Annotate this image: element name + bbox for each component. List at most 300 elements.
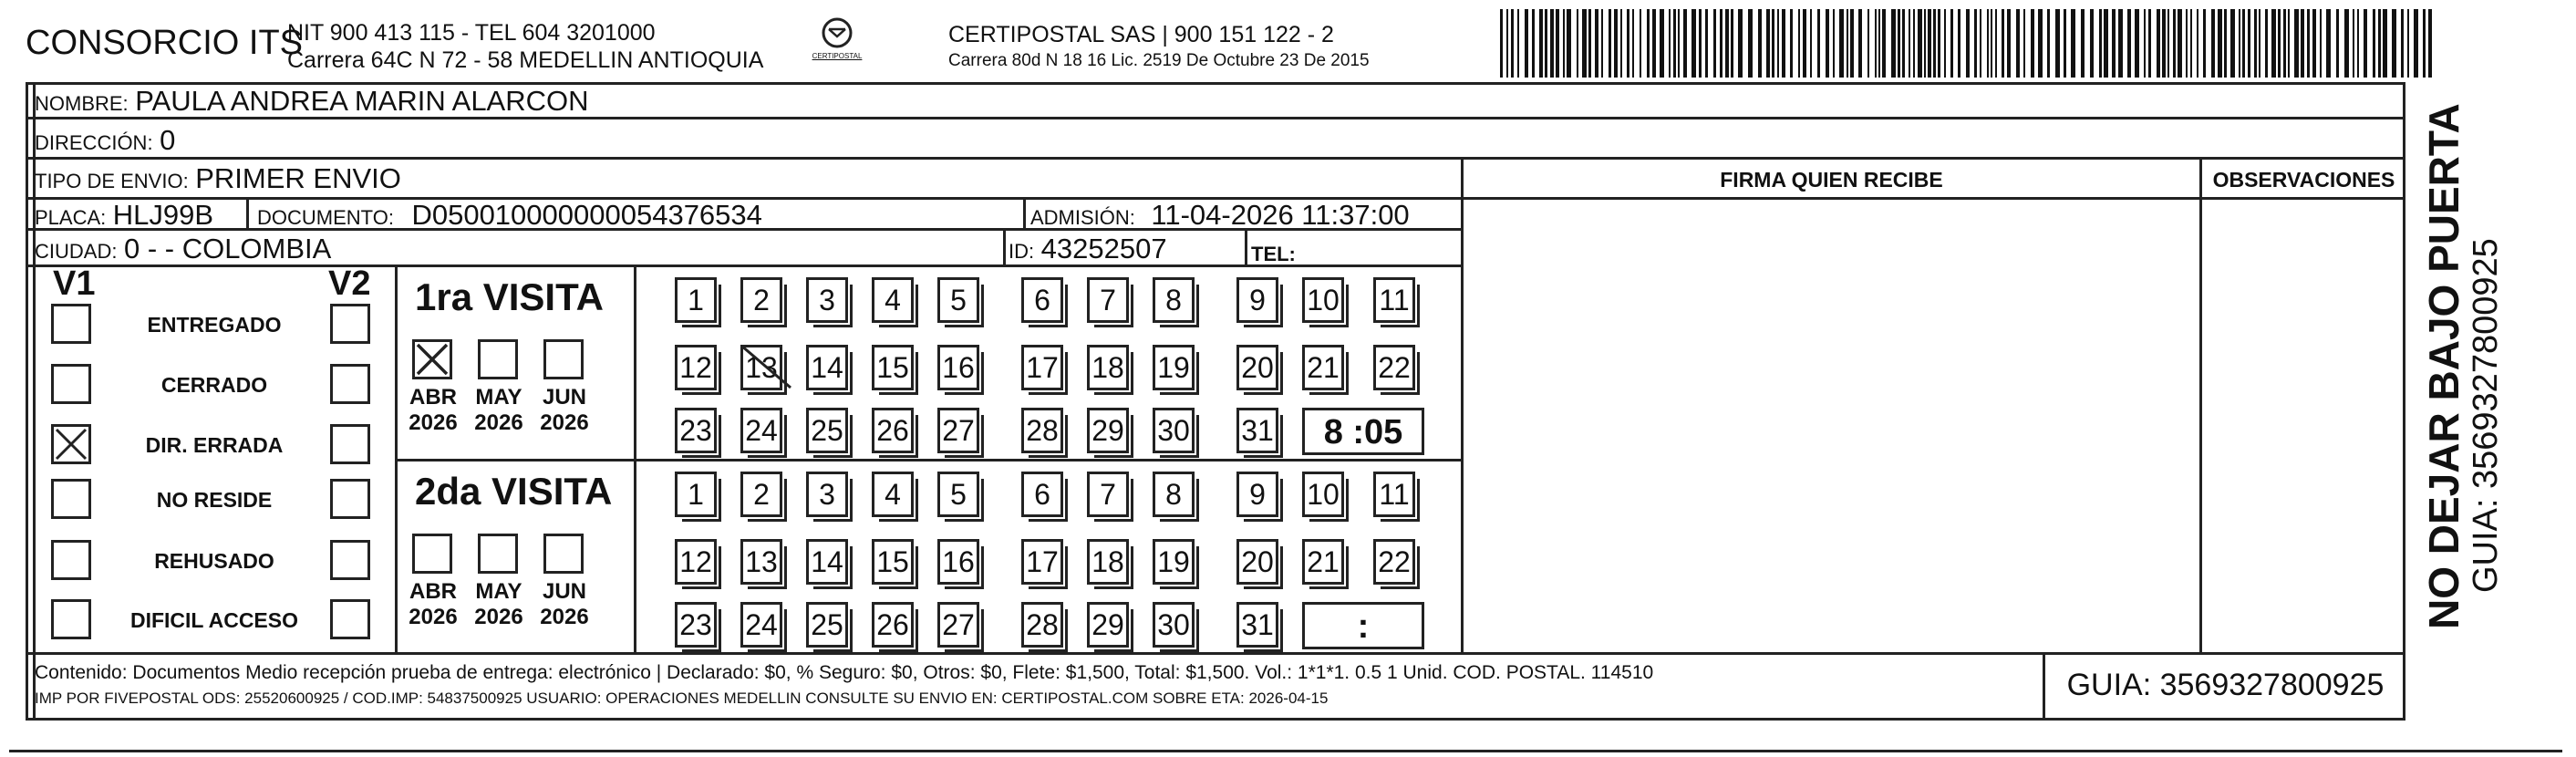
barcode-bar (1532, 9, 1535, 78)
barcode-bar (1748, 9, 1753, 78)
barcode-bar (2186, 9, 2188, 78)
month-name: JUN (542, 385, 586, 410)
day-box[interactable]: 29 (1087, 602, 1129, 648)
barcode-bar (2288, 9, 2290, 78)
direccion-value: 0 (160, 124, 176, 156)
barcode-bar (2162, 9, 2166, 78)
month-year: 2026 (474, 604, 523, 629)
day-box[interactable]: 7 (1087, 472, 1129, 517)
barcode-bar (2031, 9, 2034, 78)
day-box[interactable]: 4 (872, 277, 914, 323)
barcode-bar (2239, 9, 2240, 78)
barcode-bar (2428, 9, 2432, 78)
col-line (1023, 197, 1026, 230)
direccion-label: DIRECCIÓN: (35, 131, 153, 154)
day-box[interactable]: 6 (1021, 277, 1063, 323)
v2-checkbox[interactable] (330, 479, 370, 519)
month-label (401, 385, 465, 435)
barcode-bar (1567, 9, 1571, 78)
barcode-bar (1545, 9, 1547, 78)
barcode-bar (1878, 9, 1880, 78)
barcode-bar (2383, 9, 2387, 78)
day-box[interactable]: 21 (1302, 539, 1344, 585)
tipo-label: TIPO DE ENVIO: (35, 170, 189, 192)
barcode-bar (2224, 9, 2227, 78)
day-box[interactable]: 11 (1373, 472, 1415, 517)
barcode-bar (1991, 9, 1992, 78)
day-box[interactable]: 7 (1087, 277, 1129, 323)
barcode-bar (2307, 9, 2310, 78)
barcode-bar (1627, 9, 1629, 78)
barcode-bar (2118, 9, 2123, 78)
tipo-row (35, 164, 401, 192)
barcode-bar (2278, 9, 2281, 78)
day-box[interactable]: 4 (872, 472, 914, 517)
barcode-bar (1758, 9, 1762, 78)
day-box[interactable]: 15 (872, 539, 914, 585)
barcode-bar (1891, 9, 1896, 78)
barcode-bar (1595, 9, 1598, 78)
barcode-bar (2294, 9, 2299, 78)
barcode-bar (1738, 9, 1743, 78)
day-box[interactable]: 1 (675, 277, 717, 323)
barcode-bar (2312, 9, 2316, 78)
barcode-bar (2357, 9, 2359, 78)
barcode-bar (1817, 9, 1820, 78)
barcode-bar (1550, 9, 1554, 78)
day-box[interactable]: 26 (872, 408, 914, 453)
barcode-bar (1909, 9, 1910, 78)
day-box[interactable]: 28 (1021, 602, 1063, 648)
day-box[interactable]: 20 (1236, 539, 1278, 585)
barcode-bar (1875, 9, 1877, 78)
documento-value: D050010000000054376534 (411, 199, 762, 231)
day-box[interactable]: 28 (1021, 408, 1063, 453)
barcode-bar (2414, 9, 2418, 78)
day-box[interactable]: 3 (806, 472, 848, 517)
v1-checkbox[interactable] (51, 304, 91, 344)
day-box[interactable]: 14 (806, 539, 848, 585)
col-line (1003, 230, 1006, 266)
barcode-bar (1683, 9, 1687, 78)
barcode-bar (2401, 9, 2404, 78)
barcode-bar (2218, 9, 2222, 78)
barcode-bar (1577, 9, 1578, 78)
day-box[interactable]: 23 (675, 408, 717, 453)
day-box[interactable]: 24 (740, 602, 782, 648)
row-line (26, 117, 2405, 119)
col-line (1461, 157, 1464, 654)
barcode-bar (1673, 9, 1676, 78)
barcode-bar (1766, 9, 1770, 78)
month-name: ABR (409, 579, 457, 604)
barcode-bar (1858, 9, 1862, 78)
day-box[interactable]: 12 (675, 345, 717, 390)
day-box[interactable]: 16 (937, 345, 979, 390)
courier-logo-text: CERTIPOSTAL (812, 52, 863, 60)
day-box[interactable]: 29 (1087, 408, 1129, 453)
barcode-bar (1713, 9, 1716, 78)
documento-row (257, 201, 762, 229)
col-line (2199, 157, 2202, 654)
nombre-value: PAULA ANDREA MARIN ALARCON (135, 85, 589, 117)
strike-mark-icon (740, 342, 794, 393)
barcode-bar (1691, 9, 1696, 78)
visit-title: 1ra VISITA (415, 275, 604, 318)
day-box[interactable]: 27 (937, 602, 979, 648)
v1-checkbox[interactable] (51, 599, 91, 639)
barcode-bar (2016, 9, 2020, 78)
barcode-bar (2190, 9, 2192, 78)
month-label (467, 385, 531, 435)
day-box[interactable]: 11 (1373, 277, 1415, 323)
month-label (401, 579, 465, 629)
barcode-bar (1525, 9, 1528, 78)
barcode-bar (1847, 9, 1848, 78)
barcode-bar (2071, 9, 2075, 78)
day-box[interactable]: 31 (1236, 602, 1278, 648)
day-box[interactable]: 1 (675, 472, 717, 517)
barcode-bar (1918, 9, 1922, 78)
barcode-bar (2197, 9, 2198, 78)
day-box[interactable]: 22 (1373, 345, 1415, 390)
barcode-bar (2135, 9, 2139, 78)
day-box[interactable]: 2 (740, 277, 782, 323)
col-line (1245, 230, 1247, 266)
barcode-bar (2173, 9, 2176, 78)
admision-row (1030, 201, 1410, 229)
barcode-bar (1556, 9, 1559, 78)
barcode-bar (2423, 9, 2426, 78)
day-box[interactable]: 13 (740, 539, 782, 585)
month-checkbox[interactable] (543, 534, 584, 574)
barcode-bar (1938, 9, 1940, 78)
barcode-bar (2064, 9, 2066, 78)
x-mark-icon (54, 427, 88, 461)
day-box[interactable]: 5 (937, 472, 979, 517)
barcode-bar (2090, 9, 2094, 78)
day-box[interactable]: 3 (806, 277, 848, 323)
row-line (395, 459, 1462, 461)
barcode-bar (2081, 9, 2085, 78)
ciudad-label: CIUDAD: (35, 240, 118, 263)
barcode-bar (1810, 9, 1812, 78)
barcode-bar (1632, 9, 1634, 78)
barcode-bar (2353, 9, 2354, 78)
id-row (1009, 234, 1167, 263)
v1-checkbox[interactable] (51, 364, 91, 404)
barcode-bar (1850, 9, 1854, 78)
barcode-bar (2230, 9, 2235, 78)
barcode-bar (1517, 9, 1519, 78)
option-label: NO RESIDE (156, 488, 273, 512)
barcode-bar (1678, 9, 1680, 78)
barcode-bar (1944, 9, 1946, 78)
barcode-bar (1705, 9, 1708, 78)
barcode-bar (2392, 9, 2396, 78)
barcode-bar (2112, 9, 2116, 78)
month-label (467, 579, 531, 629)
v1-checkbox[interactable] (51, 540, 91, 580)
barcode-bar (1798, 9, 1800, 78)
barcode-bar (2047, 9, 2050, 78)
barcode-bar (1582, 9, 1587, 78)
day-box[interactable]: 24 (740, 408, 782, 453)
barcode-bar (1614, 9, 1618, 78)
visit-title: 2da VISITA (415, 470, 613, 513)
placa-row (35, 201, 213, 229)
barcode-bar (1725, 9, 1729, 78)
barcode-bar (2157, 9, 2160, 78)
barcode-bar (2127, 9, 2131, 78)
barcode-bar (1601, 9, 1603, 78)
day-box[interactable]: 15 (872, 345, 914, 390)
barcode-bar (2344, 9, 2349, 78)
month-name: MAY (475, 579, 522, 604)
barcode-bar (1958, 9, 1960, 78)
barcode-bar (1902, 9, 1905, 78)
barcode-bar (1966, 9, 1970, 78)
day-box[interactable]: 19 (1153, 539, 1195, 585)
barcode-bar (2283, 9, 2286, 78)
barcode-bar (2407, 9, 2409, 78)
month-year: 2026 (540, 604, 589, 629)
barcode-bar (1790, 9, 1793, 78)
day-box[interactable]: 31 (1236, 408, 1278, 453)
day-box[interactable]: 30 (1153, 408, 1195, 453)
barcode-bar (2099, 9, 2102, 78)
barcode-bar (2167, 9, 2169, 78)
day-box[interactable]: 18 (1087, 539, 1129, 585)
day-box[interactable]: 21 (1302, 345, 1344, 390)
month-year: 2026 (409, 410, 458, 435)
day-box[interactable]: 18 (1087, 345, 1129, 390)
day-box[interactable]: 12 (675, 539, 717, 585)
admision-label: ADMISIÓN: (1030, 206, 1135, 229)
courier-line1: CERTIPOSTAL SAS | 900 151 122 - 2 (948, 22, 1334, 47)
month-checkbox[interactable] (478, 339, 518, 379)
v2-checkbox[interactable] (330, 599, 370, 639)
day-box[interactable]: 14 (806, 345, 848, 390)
barcode-bar (2271, 9, 2276, 78)
row-line (26, 157, 2405, 160)
tel-row (1251, 237, 1296, 265)
month-year: 2026 (474, 410, 523, 435)
barcode-bar (2301, 9, 2304, 78)
time-box[interactable]: 8 :05 (1302, 408, 1424, 455)
v2-checkbox[interactable] (330, 364, 370, 404)
barcode-bar (1609, 9, 1611, 78)
day-box[interactable]: 6 (1021, 472, 1063, 517)
id-value: 43252507 (1040, 233, 1167, 264)
x-mark-icon (415, 342, 450, 377)
barcode-bar (1652, 9, 1656, 78)
day-box[interactable]: 2 (740, 472, 782, 517)
barcode-bar (2148, 9, 2151, 78)
barcode-bar (1933, 9, 1936, 78)
barcode-bar (2144, 9, 2146, 78)
barcode-bar (1980, 9, 1981, 78)
day-box[interactable]: 23 (675, 602, 717, 648)
barcode-bar (2023, 9, 2025, 78)
day-box[interactable]: 25 (806, 408, 848, 453)
barcode-bar (2038, 9, 2043, 78)
barcode-bar (2336, 9, 2339, 78)
day-box[interactable]: 17 (1021, 345, 1063, 390)
day-box[interactable]: 8 (1153, 277, 1195, 323)
barcode-bar (1772, 9, 1774, 78)
bottom-line (9, 750, 2562, 752)
day-box[interactable]: 16 (937, 539, 979, 585)
day-box[interactable]: 22 (1373, 539, 1415, 585)
nombre-row (35, 87, 589, 115)
barcode-bar (2326, 9, 2331, 78)
month-checkbox[interactable] (412, 534, 452, 574)
barcode-bar (1563, 9, 1565, 78)
day-box[interactable]: 27 (937, 408, 979, 453)
time-box[interactable]: : (1302, 602, 1424, 649)
day-box[interactable]: 20 (1236, 345, 1278, 390)
barcode-bar (1620, 9, 1622, 78)
barcode-bar (2211, 9, 2215, 78)
month-name: MAY (475, 385, 522, 410)
admision-value: 11-04-2026 11:37:00 (1151, 199, 1410, 231)
month-checkbox[interactable] (478, 534, 518, 574)
envelope-icon (819, 16, 855, 49)
day-box[interactable]: 5 (937, 277, 979, 323)
day-box[interactable]: 26 (872, 602, 914, 648)
option-label: REHUSADO (154, 549, 274, 573)
id-label: ID: (1009, 240, 1035, 263)
v2-label: V2 (328, 264, 371, 303)
barcode-bar (2007, 9, 2011, 78)
barcode-bar (1506, 9, 1508, 78)
barcode-bar (1833, 9, 1835, 78)
barcode-bar (1928, 9, 1931, 78)
v1-checkbox[interactable] (51, 424, 91, 464)
month-label (533, 579, 596, 629)
day-box[interactable]: 10 (1302, 472, 1344, 517)
sender-line1: NIT 900 413 115 - TEL 604 3201000 (287, 20, 656, 46)
col-line (246, 197, 249, 230)
barcode-bar (2320, 9, 2322, 78)
observaciones-label: OBSERVACIONES (2212, 168, 2395, 192)
option-label: ENTREGADO (147, 313, 282, 337)
barcode-bar (1995, 9, 1997, 78)
barcode-bar (1839, 9, 1844, 78)
month-name: ABR (409, 385, 457, 410)
barcode-bar (2248, 9, 2250, 78)
barcode-bar (1720, 9, 1723, 78)
barcode-bar (1826, 9, 1829, 78)
documento-label: DOCUMENTO: (257, 206, 394, 229)
side-main: NO DEJAR BAJO PUERTA (2420, 103, 2467, 629)
footer-line1: Contenido: Documentos Medio recepción prueba de entrega: electrónico | Declarado: $0, % Seguro: $0, Otros: $0, Flete: $1,500, Total: $1,500. Vol.: 1*1*1. 0.5 1 Unid. COD. POSTAL. 114510 (35, 662, 1654, 683)
month-year: 2026 (409, 604, 458, 629)
month-year: 2026 (540, 410, 589, 435)
barcode-bar (1588, 9, 1591, 78)
ciudad-value: 0 - - COLOMBIA (123, 233, 332, 264)
barcode-bar (2055, 9, 2060, 78)
barcode-bar (1647, 9, 1650, 78)
option-label: CERRADO (160, 373, 268, 397)
v2-checkbox[interactable] (330, 540, 370, 580)
sender-line2: Carrera 64C N 72 - 58 MEDELLIN ANTIOQUIA (287, 47, 764, 73)
day-box[interactable]: 9 (1236, 472, 1278, 517)
direccion-row (35, 126, 175, 154)
barcode-bar (1898, 9, 1900, 78)
row-line (26, 652, 2405, 655)
barcode-bar (1782, 9, 1785, 78)
barcode-bar (1803, 9, 1806, 78)
barcode-bar (1699, 9, 1702, 78)
nombre-label: NOMBRE: (35, 92, 129, 115)
tel-label: TEL: (1251, 243, 1296, 265)
v1-label: V1 (53, 264, 96, 303)
barcode-bar (2104, 9, 2108, 78)
barcode-bar (1640, 9, 1641, 78)
barcode-bar (1867, 9, 1869, 78)
barcode-bar (1913, 9, 1915, 78)
barcode (1500, 9, 2435, 78)
barcode-bar (1669, 9, 1671, 78)
barcode-bar (1882, 9, 1886, 78)
v2-checkbox[interactable] (330, 304, 370, 344)
barcode-bar (2203, 9, 2206, 78)
sender-name: CONSORCIO ITS (26, 24, 304, 62)
barcode-bar (1500, 9, 1503, 78)
day-box[interactable]: 9 (1236, 277, 1278, 323)
barcode-bar (1924, 9, 1926, 78)
day-box[interactable]: 17 (1021, 539, 1063, 585)
barcode-bar (1777, 9, 1779, 78)
barcode-bar (2378, 9, 2381, 78)
month-checkbox[interactable] (412, 339, 452, 379)
courier-logo (812, 16, 863, 67)
barcode-bar (2178, 9, 2182, 78)
v1-checkbox[interactable] (51, 479, 91, 519)
barcode-bar (2002, 9, 2004, 78)
day-box[interactable]: 8 (1153, 472, 1195, 517)
v2-checkbox[interactable] (330, 424, 370, 464)
tipo-value: PRIMER ENVIO (195, 162, 401, 194)
day-box[interactable]: 30 (1153, 602, 1195, 648)
barcode-bar (2259, 9, 2260, 78)
day-box[interactable]: 25 (806, 602, 848, 648)
barcode-bar (1539, 9, 1543, 78)
day-box[interactable]: 10 (1302, 277, 1344, 323)
barcode-bar (2242, 9, 2245, 78)
month-name: JUN (542, 579, 586, 604)
barcode-bar (1950, 9, 1953, 78)
footer-guia: GUIA: 3569327800925 (2066, 668, 2385, 702)
day-box[interactable]: 19 (1153, 345, 1195, 390)
day-box[interactable]: 13 (740, 345, 782, 390)
option-label: DIFICIL ACCESO (129, 608, 298, 632)
placa-value: HLJ99B (112, 199, 214, 231)
option-label: DIR. ERRADA (145, 433, 284, 457)
barcode-bar (2373, 9, 2375, 78)
month-label (533, 385, 596, 435)
barcode-bar (2364, 9, 2367, 78)
barcode-bar (1511, 9, 1514, 78)
month-checkbox[interactable] (543, 339, 584, 379)
footer-line2: IMP POR FIVEPOSTAL ODS: 25520600925 / COD.IMP: 54837500925 USUARIO: OPERACIONES MEDELLIN CONSULTE SU ENVIO EN: CERTIPOSTAL.COM SOBRE ETA: 2026-04-15 (35, 690, 1329, 707)
ciudad-row (35, 234, 331, 263)
barcode-bar (1660, 9, 1664, 78)
placa-label: PLACA: (35, 206, 107, 229)
side-guia: GUIA: 3569327800925 (2467, 238, 2505, 593)
